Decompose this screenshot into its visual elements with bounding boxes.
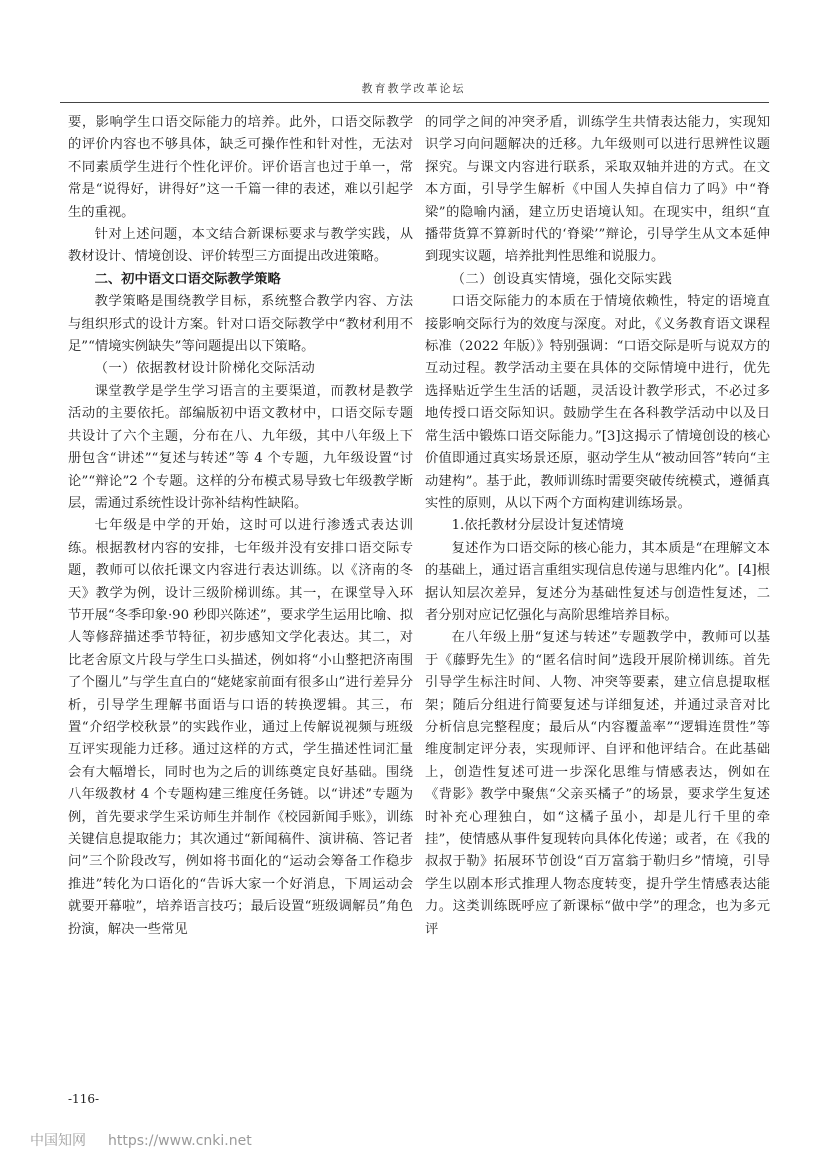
journal-header: 教育教学改革论坛 bbox=[361, 82, 466, 95]
page-number: -116- bbox=[68, 1092, 100, 1106]
header-rule bbox=[60, 102, 769, 103]
left-column bbox=[68, 112, 413, 1042]
section-heading: 二、初中语文口语交际教学策略 bbox=[94, 271, 281, 287]
paragraph: 复述作为口语交际的核心能力，其本质是“在理解文本的基础上，通过语言重组实现信息传递与思维内化”。[4]根据认知层次差异，复述分为基础性复述与创造性复述，二者分别对应记忆强化与高阶思维培养目标。 bbox=[425, 540, 770, 623]
paragraph: 针对上述问题，本文结合新课标要求与教学实践，从教材设计、情境创设、评价转型三方面提出改进策略。 bbox=[68, 227, 413, 265]
paragraph: 七年级是中学的开始，这时可以进行渗透式表达训练。根据教材内容的安排，七年级并没有安排口语交际专题，教师可以依托课文内容进行表达训练。以《济南的冬天》教学为例，设计三级阶梯训练。其一，在课堂导入环节开展“冬季印象·90 秒即兴陈述”，要求学生运用比喻、拟人等修辞描述季节特征，初步感知文学化表达。其二，对比老舍原文片段与学生口头描述，例如将“小山整把济南围了个圈儿”与学生直白的“姥姥家前面有很多山”进行差异分析，引导学生理解书面语与口语的转换逻辑。其三，布置“介绍学校秋景”的实践作业，通过上传解说视频与班级互评实现能力迁移。通过这样的方式，学生描述性词汇量会有大幅增长，同时也为之后的训练奠定良好基础。围绕八年级教材 4 个专题构建三维度任务链。以“讲述”专题为例，首先要求学生采访师生并制作《校园新闻手账》，训练关键信息提取能力；其次通过“新闻稿件、演讲稿、答记者问”三个阶段改写，例如将书面化的“运动会筹备工作稳步推进”转化为口语化的“告诉大家一个好消息，下周运动会就要开幕啦”，培养语言技巧；最后设置“班级调解员”角色扮演，解决一些常见 bbox=[68, 518, 413, 937]
paragraph: 口语交际能力的本质在于情境依赖性，特定的语境直接影响交际行为的效度与深度。对此，《义务教育语文课程标准（2022 年版）》特别强调：“口语交际是听与说双方的互动过程。教学活动主要在具体的交际情境中进行，优先选择贴近学生生活的话题，灵活设计教学形式，不必过多地传授口语交际知识。鼓励学生在各科教学活动中以及日常生活中锻炼口语交际能力。”[3]这揭示了情境创设的核心价值即通过真实场景还原，驱动学生从“被动回答”转向“主动建构”。基于此，教师训练时需要突破传统模式，遵循真实性的原则，从以下两个方面构建训练场景。 bbox=[425, 294, 770, 511]
paragraph: 教学策略是围绕教学目标，系统整合教学内容、方法与组织形式的设计方案。针对口语交际教学中“教材利用不足”“情境实例缺失”等问题提出以下策略。 bbox=[68, 294, 413, 355]
watermark-brand: 中国知网 bbox=[30, 1133, 86, 1149]
subsection-heading: （二）创设真实情境，强化交际实践 bbox=[451, 271, 673, 287]
right-column bbox=[425, 112, 770, 1042]
watermark-url: https://www.cnki.net bbox=[108, 1133, 252, 1149]
paragraph: 课堂教学是学生学习语言的主要渠道，而教材是教学活动的主要依托。部编版初中语文教材中，口语交际专题共设计了六个主题，分布在八、九年级，其中八年级上下册包含“讲述”“复述与转述”等 4 个专题，九年级设置“讨论”“辩论”2 个专题。这样的分布模式易导致七年级教学断层，需通过系统性设计弥补结构性缺陷。 bbox=[68, 383, 413, 511]
paragraph-continued: 要，影响学生口语交际能力的培养。此外，口语交际教学的评价内容也不够具体，缺乏可操作性和针对性，无法对不同素质学生进行个性化评价。评价语言也过于单一，常常是“说得好，讲得好”这一千篇一律的表述，难以引起学生的重视。 bbox=[68, 115, 413, 220]
cnki-watermark bbox=[30, 1130, 252, 1150]
paragraph: 在八年级上册“复述与转述”专题教学中，教师可以基于《藤野先生》的“匿名信时间”选段开展阶梯训练。首先引导学生标注时间、人物、冲突等要素，建立信息提取框架；随后分组进行简要复述与详细复述，并通过录音对比分析信息完整程度；最后从“内容覆盖率”“逻辑连贯性”等维度制定评分表，实现师评、自评和他评结合。在此基础上，创造性复述可进一步深化思维与情感表达，例如在《背影》教学中聚焦“父亲买橘子”的场景，要求学生复述时补充心理独白，如“这橘子虽小，却是儿行千里的牵挂”，使情感从事件复现转向具体化传递；或者，在《我的叔叔于勒》拓展环节创设“百万富翁于勒归乡”情境，引导学生以剧本形式推理人物态度转变，提升学生情感表达能力。这类训练既呼应了新课标“做中学”的理念，也为多元评 bbox=[425, 630, 770, 937]
subsection-heading: （一）依据教材设计阶梯化交际活动 bbox=[94, 361, 316, 377]
sub-subsection-heading: 1.依托教材分层设计复述情境 bbox=[451, 518, 624, 534]
paragraph-continued: 的同学之间的冲突矛盾，训练学生共情表达能力，实现知识学习向问题解决的迁移。九年级则可以进行思辨性议题探究。与课文内容进行联系，采取双轴并进的方式。在文本方面，引导学生解析《中国人失掉自信力了吗》中“脊梁”的隐喻内涵，建立历史语境认知。在现实中，组织“直播带货算不算新时代的‘脊梁’”辩论，引导学生从文本延伸到现实议题，培养批判性思维和说服力。 bbox=[425, 115, 770, 265]
